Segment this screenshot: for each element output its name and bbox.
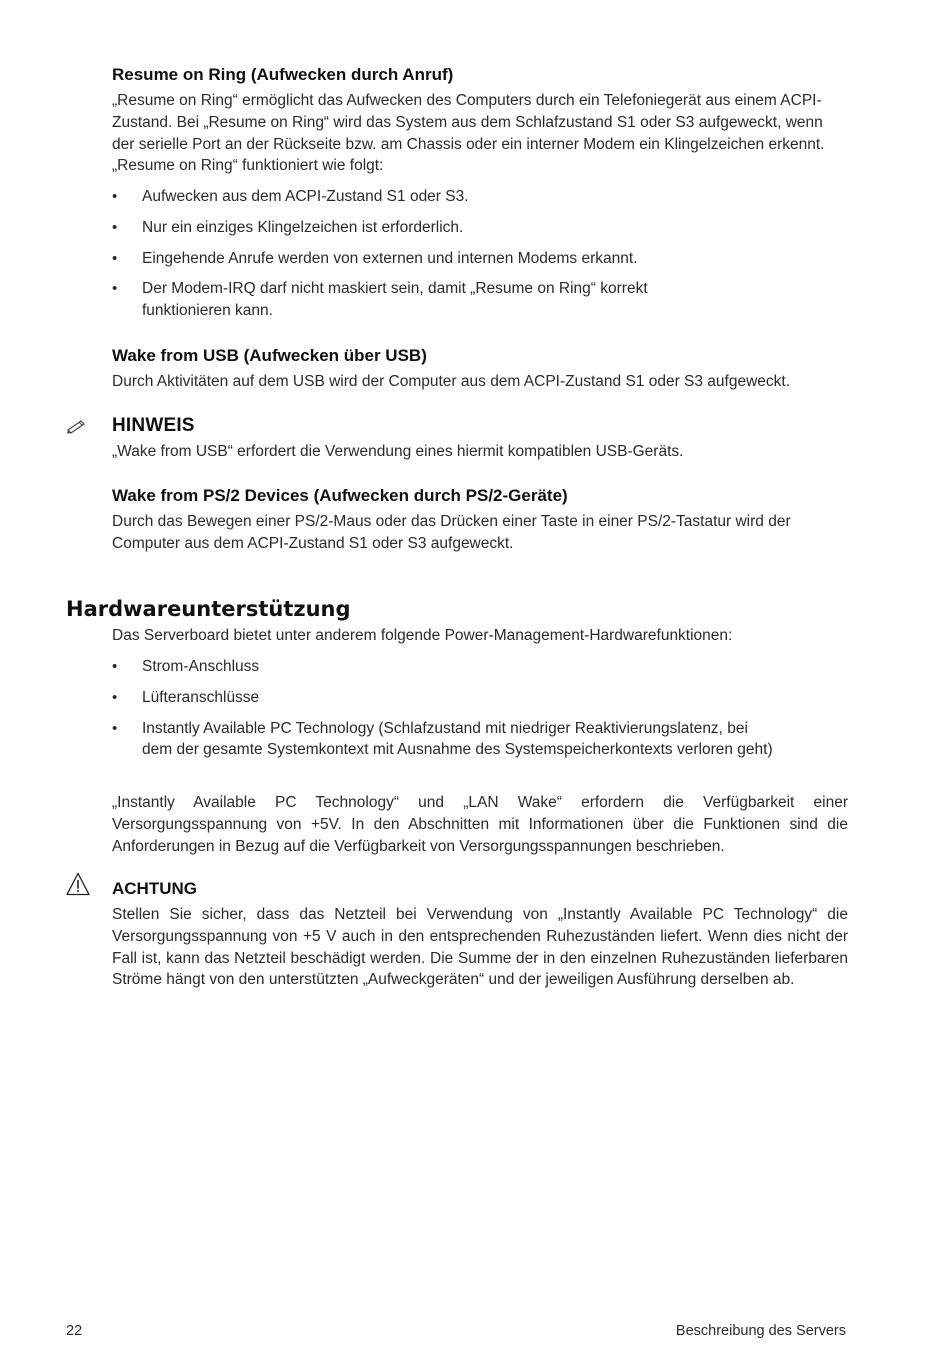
list-item: • Strom-Anschluss [112,656,848,678]
ps2-paragraph: Durch das Bewegen einer PS/2-Maus oder das Drücken einer Taste in einer PS/2-Tastatur wird der Computer aus dem ACPI-Zustand S1 oder S3 aufgeweckt. [112,513,791,552]
warning-triangle-icon [66,872,90,901]
bullet-icon: • [112,280,118,298]
chapter-title: Beschreibung des Servers [675,1323,846,1339]
ps2-section [112,485,848,555]
bullet-icon: • [112,188,118,205]
page-number: 22 [66,1323,83,1339]
pencil-icon [66,418,88,439]
bullet-icon: • [112,719,118,737]
resume-section [112,64,848,177]
usb-heading: Wake from USB (Aufwecken über USB) [112,346,427,365]
section-title: Hardwareunterstützung [66,597,351,621]
note-text: „Wake from USB“ erfordert die Verwendung eines hiermit kompatiblen USB-Geräts. [112,443,684,460]
hardware-paragraph-block [112,792,848,857]
warning-box [112,878,848,991]
usb-section [112,345,848,393]
resume-bullet-list [112,186,848,322]
bullet-icon: • [112,249,118,267]
bullet-icon: • [112,688,118,706]
warning-title: ACHTUNG [112,879,197,898]
list-item: • Der Modem-IRQ darf nicht maskiert sein, damit „Resume on Ring“ korrekt funktionieren kann. [112,280,648,320]
hardware-paragraph: „Instantly Available PC Technology“ und „LAN Wake“ erfordern die Verfügbarkeit einer Versorgungsspannung von +5V. In den Abschnitten mit Informationen über die Funktionen sind die Anforderungen in Bezug auf die Verfügbarkeit von Versorgungsspannungen beschrieben. [112,794,848,855]
ps2-heading: Wake from PS/2 Devices (Aufwecken durch PS/2-Geräte) [112,486,568,505]
note-title: HINWEIS [112,415,195,436]
bullet-icon: • [112,218,118,236]
warning-text: Stellen Sie sicher, dass das Netzteil bei Verwendung von „Instantly Available PC Technology“ die Versorgungsspannung von +5 V auch in den entsprechenden Ruhezuständen liefert. Wenn dies nicht der Fall ist, kann das Netzteil beschädigt werden. Die Summe der in den einzelnen Ruhezuständen lieferbaren Ströme hängt von den unterstützten „Aufweckgeräten“ und der jeweiligen Ausführung derselben ab. [112,906,848,989]
note-box [112,414,848,463]
list-item: • Lüfteranschlüsse [112,687,848,709]
list-item: • Instantly Available PC Technology (Schlafzustand mit niedriger Reaktivierungslatenz, bei dem der gesamte Systemkontext mit Ausnahme des Systemspeicherkontexts verloren geht) [112,719,773,759]
usb-paragraph: Durch Aktivitäten auf dem USB wird der Computer aus dem ACPI-Zustand S1 oder S3 aufgeweckt. [112,373,791,390]
hardware-bullet-list [112,656,848,761]
hardware-intro [112,625,848,647]
list-item: • Nur ein einziges Klingelzeichen ist erforderlich. [112,217,848,239]
list-item: • Eingehende Anrufe werden von externen und internen Modems erkannt. [112,248,848,270]
resume-paragraph: „Resume on Ring“ ermöglicht das Aufwecken des Computers durch ein Telefoniegerät aus einem ACPI-Zustand. Bei „Resume on Ring“ wird das System aus dem Schlafzustand S1 oder S3 aufgeweckt, wenn der serielle Port an der Rückseite bzw. am Chassis oder ein interner Modem ein Klingelzeichen erkennt. „Resume on Ring“ funktioniert wie folgt: [112,92,825,175]
list-item: • Aufwecken aus dem ACPI-Zustand S1 oder S3. [112,186,848,208]
resume-heading: Resume on Ring (Aufwecken durch Anruf) [112,65,454,84]
bullet-icon: • [112,658,118,675]
hardware-intro-text: Das Serverboard bietet unter anderem folgende Power-Management-Hardwarefunktionen: [112,627,733,644]
